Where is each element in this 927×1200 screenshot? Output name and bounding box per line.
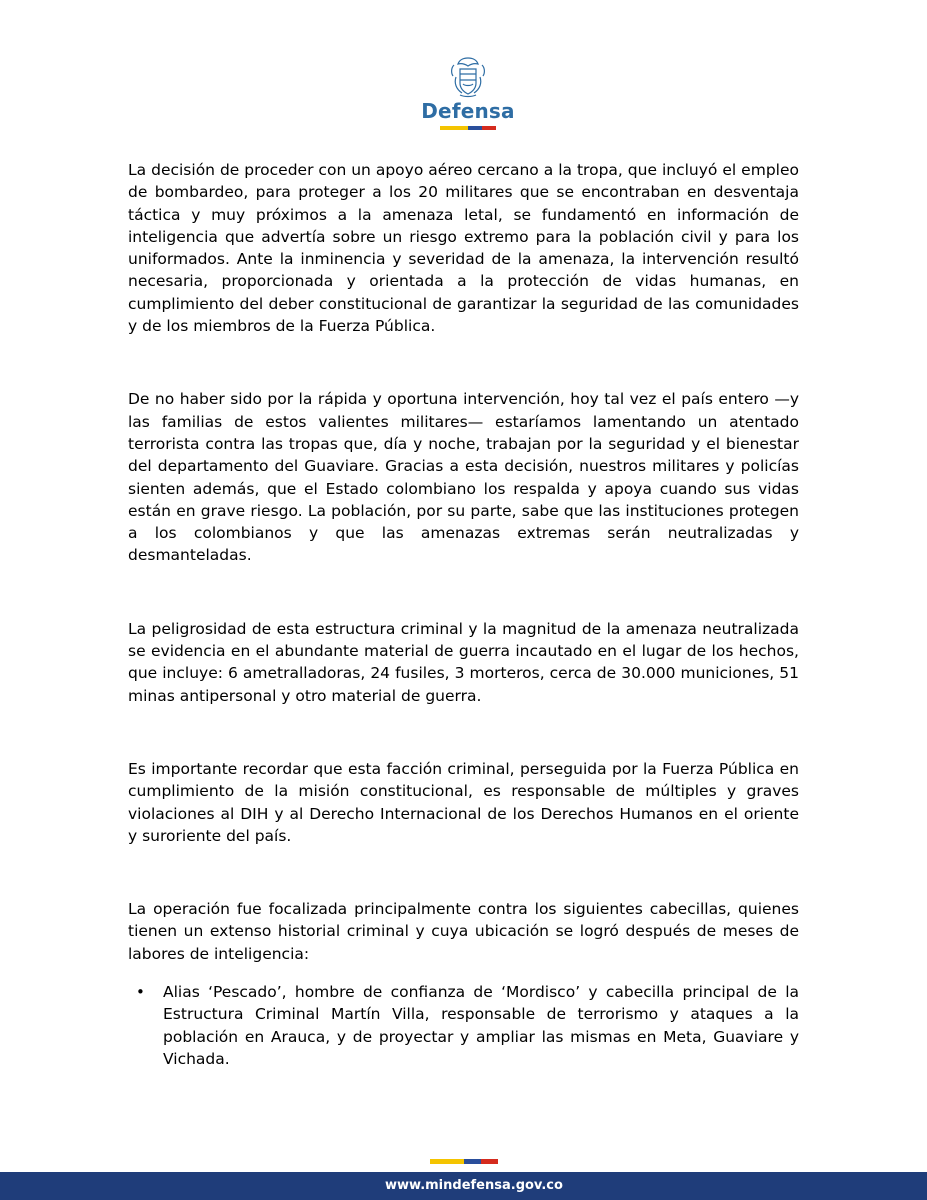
flag-stripe-yellow	[430, 1159, 464, 1164]
header-logo	[420, 55, 516, 137]
logo-text: Defensa	[421, 99, 515, 123]
flag-stripe-blue	[464, 1159, 481, 1164]
paragraph: La operación fue focalizada principalmente contra los siguientes cabecillas, quienes tienen un extenso historial criminal y cuya ubicación se logró después de meses de labores de inteligencia:	[128, 900, 799, 963]
paragraph: La peligrosidad de esta estructura criminal y la magnitud de la amenaza neutralizada se evidencia en el abundante material de guerra incautado en el lugar de los hechos, que incluye: 6 ametralladoras, 24 fusiles, 3 morteros, cerca de 30.000 municiones, 51 minas antipersonal y otro material de guerra.	[128, 619, 799, 705]
flag-stripe	[440, 126, 496, 130]
paragraph: De no haber sido por la rápida y oportuna intervención, hoy tal vez el país entero —y las familias de estos valientes militares— estaríamos lamentando un atentado terrorista contra las tropas que, día y noche, trabajan por la seguridad y el bienestar del departamento del Guaviare. Gracias a esta decisión, nuestros militares y policías sienten además, que el Estado colombiano los respalda y apoya cuando sus vidas están en grave riesgo. La población, por su parte, sabe que las instituciones protegen a los colombianos y que las amenazas extremas serán neutralizadas y desmanteladas.	[128, 390, 799, 565]
footer-website-link[interactable]: www.mindefensa.gov.co	[385, 1178, 563, 1193]
flag-stripe-red	[482, 126, 496, 130]
list-item	[136, 981, 799, 1070]
flag-stripe-red	[481, 1159, 498, 1164]
document-body	[128, 159, 799, 1070]
flag-stripe-blue	[468, 126, 482, 130]
bullet-list	[128, 981, 799, 1070]
footer-flag-stripe	[430, 1159, 498, 1164]
paragraph: Es importante recordar que esta facción criminal, perseguida por la Fuerza Pública en cumplimiento de la misión constitucional, es responsable de múltiples y graves violaciones al DIH y al Derecho Internacional de los Derechos Humanos en el oriente y suroriente del país.	[128, 759, 799, 845]
flag-stripe-yellow	[440, 126, 468, 130]
bullet-marker: •	[136, 983, 145, 1002]
list-item-text: Alias ‘Pescado’, hombre de confianza de ‘Mordisco’ y cabecilla principal de la Estructura Criminal Martín Villa, responsable de terrorismo y ataques a la población en Arauca, y de proyectar y ampliar las mismas en Meta, Guaviare y Vichada.	[163, 983, 799, 1068]
coat-of-arms-icon	[448, 55, 488, 99]
paragraph: La decisión de proceder con un apoyo aéreo cercano a la tropa, que incluyó el empleo de bombardeo, para proteger a los 20 militares que se encontraban en desventaja táctica y muy próximos a la amenaza letal, se fundamentó en información de inteligencia que advertía sobre un riesgo extremo para la población civil y para los uniformados. Ante la inminencia y severidad de la amenaza, la intervención resultó necesaria, proporcionada y orientada a la protección de vidas humanas, en cumplimiento del deber constitucional de garantizar la seguridad de las comunidades y de los miembros de la Fuerza Pública.	[128, 161, 799, 336]
